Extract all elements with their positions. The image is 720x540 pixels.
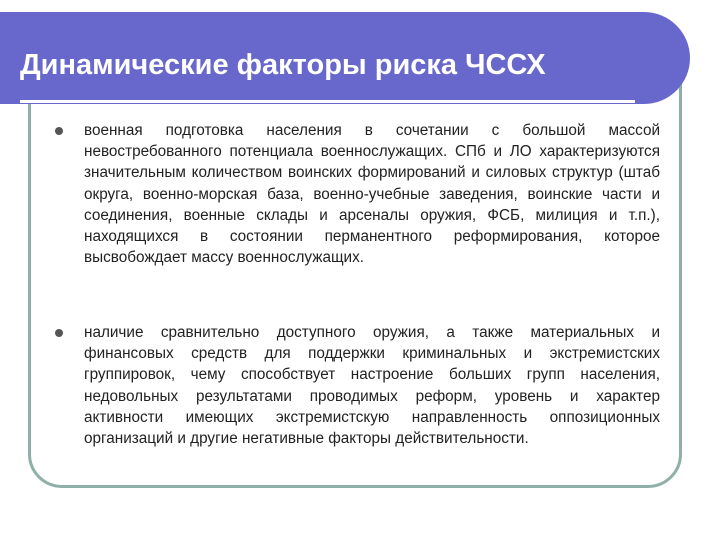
bullet-text: наличие сравнительно доступного оружия, а также материальных и финансовых средств для поддержки криминальных и экстремистских группировок, чему способствует настроение больших групп населения, недовольных результатами проводимых реформ, уровень и характер активности имеющих экстремистскую направленность оппозиционных организаций и другие негативные факторы действительности. (84, 324, 660, 448)
bullet-dot-icon (55, 329, 63, 337)
bullet-dot-icon (55, 127, 63, 135)
title-underline (20, 100, 635, 103)
title-bar (0, 12, 690, 104)
bullet-text: военная подготовка населения в сочетании с большой массой невостребованного потенциала военнослужащих. СПб и ЛО характеризуются значительным количеством воинских формирований и силовых структур (штаб округа, военно-морская база, военно-учебные заведения, воинские части и соединения, военные склады и арсеналы оружия, ФСБ, милиция и т.п.), находящихся в состоянии перманентного реформирования, которое высвобождает массу военнослужащих. (84, 122, 660, 267)
slide-title: Динамические факторы риска ЧССХ (20, 49, 546, 81)
